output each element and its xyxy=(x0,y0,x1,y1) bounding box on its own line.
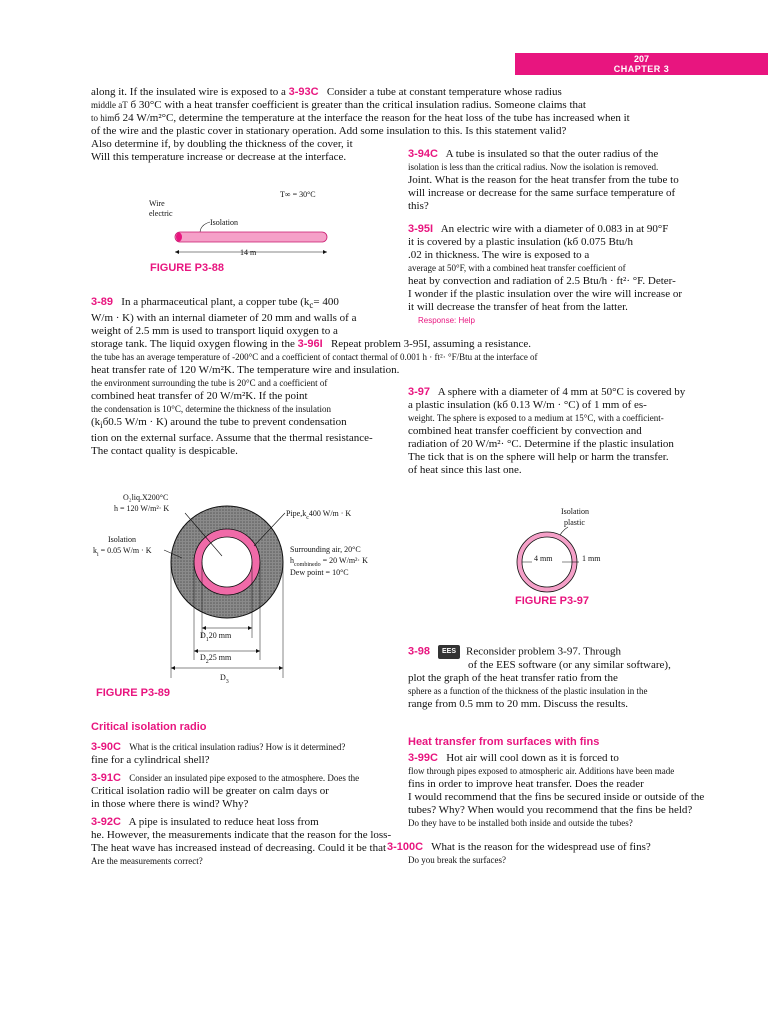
p95-line: it will decrease the transfer of heat from the latter. xyxy=(408,301,628,313)
p99-line: I would recommend that the fins be secured inside or outside of the xyxy=(408,791,705,803)
fig89-d3: $D_3$ xyxy=(220,673,229,685)
fig97-plastic: plastic xyxy=(564,518,585,527)
p98-line: Reconsider problem 3-97. Through xyxy=(466,645,622,658)
p89-line: Repeat problem 3-95I, assuming a resistance. xyxy=(330,338,532,351)
response-link[interactable]: Response: Help xyxy=(418,316,475,325)
ees-logo-icon: EES xyxy=(438,645,460,659)
fig97-thickness: 1 mm xyxy=(582,554,601,563)
problem-number: 3-92C xyxy=(91,816,121,828)
p95-line: I wonder if the plastic insulation over the wire will increase or xyxy=(408,288,682,300)
p94-line: this? xyxy=(408,200,429,212)
p91-line: Critical isolation radio will be greater on calm days or xyxy=(91,785,329,797)
chapter-header xyxy=(515,53,768,75)
intro-line: Also determine if, by doubling the thickness of the cover, it xyxy=(91,138,353,150)
p89-line: tion on the external surface. Assume that the thermal resistance- xyxy=(91,432,373,445)
p92-line: A pipe is insulated to reduce heat loss from xyxy=(128,816,319,828)
intro-line: Will this temperature increase or decrease at the interface. xyxy=(91,151,347,163)
p89-line: storage tank. The liquid oxygen flowing in the xyxy=(91,338,295,351)
fig89-o2: O₂liq.X200°C xyxy=(123,493,169,502)
intro-ref-text: Consider a tube at constant temperature whose radius xyxy=(326,86,562,98)
problem-3-94c xyxy=(408,148,738,213)
problem-number: 3-100C xyxy=(387,841,424,853)
figure-p3-88 xyxy=(140,185,340,270)
chapter-title: CHAPTER 3 xyxy=(613,64,670,74)
p91-line: in those where there is wind? Why? xyxy=(91,798,249,810)
intro-line: middle aT xyxy=(91,100,128,110)
p89-line: 0.5 W/m · K) around the tube to prevent condensation xyxy=(108,416,347,429)
fig89-dew: Dew point = 10°C xyxy=(290,568,349,577)
fig88-caption: FIGURE P3-88 xyxy=(150,262,224,274)
p97-line: A sphere with a diameter of 4 mm at 50°C is covered by xyxy=(437,386,686,398)
intro-line: of the wire and the plastic cover in stationary operation. Add some insulation to this. Is this statement valid? xyxy=(91,125,567,137)
fig89-pipe: $Pipe,k_c400$ W/m · K xyxy=(286,509,352,521)
p99-line: Hot air will cool down as it is forced to xyxy=(446,752,619,764)
p89-line: weight of 2.5 mm is used to transport liquid oxygen to a xyxy=(91,325,338,338)
figure-p3-89 xyxy=(90,488,410,688)
fig97-caption: FIGURE P3-97 xyxy=(515,595,589,607)
p89-line: the condensation is 10°C, determine the thickness of the insulation xyxy=(91,404,332,415)
p89-line: the tube has an average temperature of -200°C and a coefficient of contact thermal of 0.001 h · ft²· °F/Btu at the interface of xyxy=(91,352,538,363)
p91-line: Consider an insulated pipe exposed to the atmosphere. Does the xyxy=(129,773,360,783)
fig88-isolation: Isolation xyxy=(210,218,238,227)
p95-line: .02 in thickness. The wire is exposed to a xyxy=(408,249,590,261)
p98-line: sphere as a function of the thickness of the plastic insulation in the xyxy=(408,686,648,696)
p99-line: tubes? Why? When would you recommend that the fins be held? xyxy=(408,804,693,816)
p89-k-sym: б xyxy=(102,416,109,429)
figure-p3-97 xyxy=(505,505,625,595)
wire-cylinder xyxy=(175,232,327,242)
p95-line: heat by convection and radiation of 2.5 Btu/h · ft²· °F. Deter- xyxy=(408,275,676,287)
pipe-bore xyxy=(202,537,252,587)
p98-line: range from 0.5 mm to 20 mm. Discuss the results. xyxy=(408,698,628,710)
problem-number: 3-98 xyxy=(408,645,431,658)
p95-line: average at 50°F, with a combined heat transfer coefficient of xyxy=(408,263,626,273)
p90-line: fine for a cylindrical shell? xyxy=(91,754,210,766)
ref-3-93c: 3-93C xyxy=(288,86,319,98)
problem-number: 3-95I xyxy=(408,223,434,235)
fig88-wire: Wire xyxy=(149,199,165,208)
intro-line: along it. If the insulated wire is exposed to a xyxy=(91,86,286,98)
fig89-caption: FIGURE P3-89 xyxy=(96,687,170,699)
fig89-d1: $D_120$ mm xyxy=(200,631,232,643)
p89-line: the environment surrounding the tube is 20°C and a coefficient of xyxy=(91,378,328,389)
p94-line: Joint. What is the reason for the heat transfer from the tube to xyxy=(408,174,679,186)
p90-line: What is the critical insulation radius? How is it determined? xyxy=(129,742,346,752)
problem-3-100c xyxy=(387,841,747,867)
fig89-d2: $D_225$ mm xyxy=(200,653,232,665)
p92-line: he. However, the measurements indicate that the reason for the loss- xyxy=(91,829,392,841)
p89-line: In a pharmaceutical plant, a copper tube (k xyxy=(121,296,310,308)
intro-line: б 30°C with a heat transfer coefficient is greater than the critical insulation radius. Someone claims that xyxy=(127,99,586,111)
section-heading: Heat transfer from surfaces with fins xyxy=(408,736,600,748)
fig97-isolation: Isolation xyxy=(561,507,589,516)
problem-3-97 xyxy=(408,386,738,477)
p97-line: radiation of 20 W/m²· °C. Determine if the plastic insulation xyxy=(408,438,674,450)
section-heading: Critical isolation radio xyxy=(91,721,207,733)
intro-line: to him xyxy=(91,113,115,123)
problem-number: 3-90C xyxy=(91,741,121,753)
fig97-diameter: 4 mm xyxy=(534,554,553,563)
p97-line: combined heat transfer coefficient by convection and xyxy=(408,425,642,437)
problem-number: 3-94C xyxy=(408,148,438,160)
p94-line: isolation is less than the critical radius. Now the isolation is removed. xyxy=(408,162,659,172)
left-section-block xyxy=(91,721,411,868)
fig89-isolation: Isolation xyxy=(108,535,136,544)
problem-3-95i xyxy=(408,223,738,327)
p92-line: The heat wave has increased instead of decreasing. Could it be that xyxy=(91,842,387,854)
problem-number: 3-91C xyxy=(91,772,121,784)
p97-line: The tick that is on the sphere will help or harm the transfer. xyxy=(408,451,669,463)
p89-line: = 400 xyxy=(313,296,339,308)
p92-line: Are the measurements correct? xyxy=(91,856,203,866)
fig89-ki: $k_i = 0.05$ W/m · K xyxy=(93,546,152,558)
fig89-hcomb: $h_{combinedo} = 20$ W/m²· K xyxy=(290,556,368,568)
p99-line: fins in order to improve heat transfer. Does the reader xyxy=(408,778,644,790)
p89-line: combined heat transfer of 20 W/m²K. If the point xyxy=(91,390,308,403)
p89-line: heat transfer rate of 120 W/m²K. The temperature wire and insulation. xyxy=(91,364,400,377)
p99-line: Do they have to be installed both inside and outside the tubes? xyxy=(408,818,633,828)
page-number: 207 xyxy=(633,54,650,64)
p97-line: of heat since this last one. xyxy=(408,464,522,476)
fig88-length: 14 m xyxy=(240,248,257,257)
p97-line: weight. The sphere is exposed to a medium at 15°C, with a coefficient- xyxy=(408,413,664,423)
p100-line: Do you break the surfaces? xyxy=(408,855,506,865)
fig89-air: Surrounding air, 20°C xyxy=(290,545,361,554)
problem-number: 3-99C xyxy=(408,752,438,764)
ref-3-96i: 3-96I xyxy=(297,338,323,351)
p89-kc-sub: c xyxy=(309,300,314,311)
p89-line: W/m · K) with an internal diameter of 20 mm and walls of a xyxy=(91,312,357,325)
p99-line: flow through pipes exposed to atmospheric air. Additions have been made xyxy=(408,766,675,776)
p97-line: a plastic insulation (kб 0.13 W/m · °C) of 1 mm of es- xyxy=(408,399,647,411)
p95-line: An electric wire with a diameter of 0.083 in at 90°F xyxy=(440,223,669,235)
p89-line: (k xyxy=(91,416,101,429)
fig88-tinf: T∞ = 30°C xyxy=(280,190,316,199)
fig88-electric: electric xyxy=(149,209,173,218)
intro-line: б 24 W/m²°C, determine the temperature at the interface the reason for the heat loss of the tube has increased when it xyxy=(114,112,630,124)
p94-line: A tube is insulated so that the outer radius of the xyxy=(445,148,659,160)
p95-line: it is covered by a plastic insulation (kб 0.075 Btu/h xyxy=(408,236,633,248)
p98-line: plot the graph of the heat transfer ratio from the xyxy=(408,672,618,684)
problem-3-98 xyxy=(408,645,738,711)
p89-ki-sub: i xyxy=(100,420,103,431)
fig89-h: h = 120 W/m²· K xyxy=(114,504,170,513)
problem-number: 3-89 xyxy=(91,296,114,308)
p94-line: will increase or decrease for the same surface temperature of xyxy=(408,187,676,199)
p89-line: The contact quality is despicable. xyxy=(91,445,238,458)
p100-line: What is the reason for the widespread use of fins? xyxy=(431,841,651,853)
p98-line: of the EES software (or any similar software), xyxy=(468,659,671,671)
right-section-block xyxy=(408,736,738,830)
problem-number: 3-97 xyxy=(408,386,431,398)
